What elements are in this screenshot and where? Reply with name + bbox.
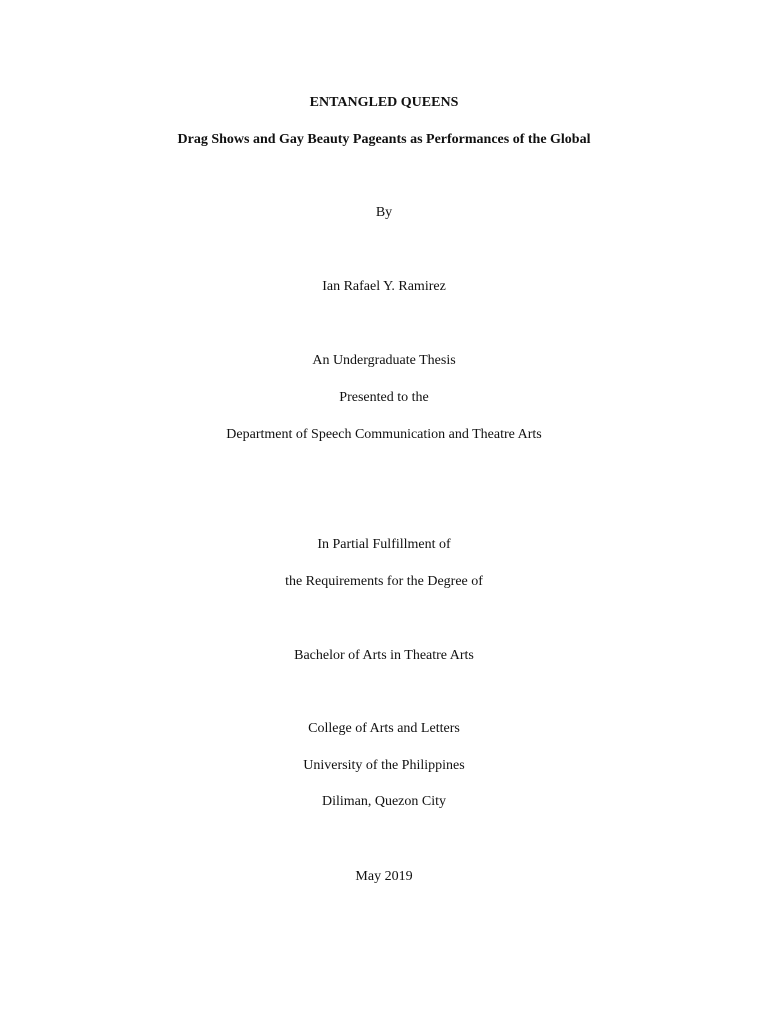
fulfillment-line-1: In Partial Fulfillment of	[317, 537, 451, 552]
fulfillment-line-2: the Requirements for the Degree of	[285, 574, 483, 589]
department: Department of Speech Communication and Theatre Arts	[226, 427, 542, 442]
university: University of the Philippines	[303, 758, 465, 773]
by-label: By	[375, 205, 393, 220]
location: Diliman, Quezon City	[321, 794, 447, 809]
thesis-subtitle: Drag Shows and Gay Beauty Pageants as Performances of the Global	[177, 132, 591, 147]
thesis-type: An Undergraduate Thesis	[312, 353, 456, 368]
presented-to: Presented to the	[339, 390, 429, 405]
college: College of Arts and Letters	[308, 721, 460, 736]
degree: Bachelor of Arts in Theatre Arts	[294, 648, 474, 663]
date: May 2019	[355, 869, 413, 884]
author-name: Ian Rafael Y. Ramirez	[322, 279, 446, 294]
thesis-title: ENTANGLED QUEENS	[309, 95, 459, 110]
